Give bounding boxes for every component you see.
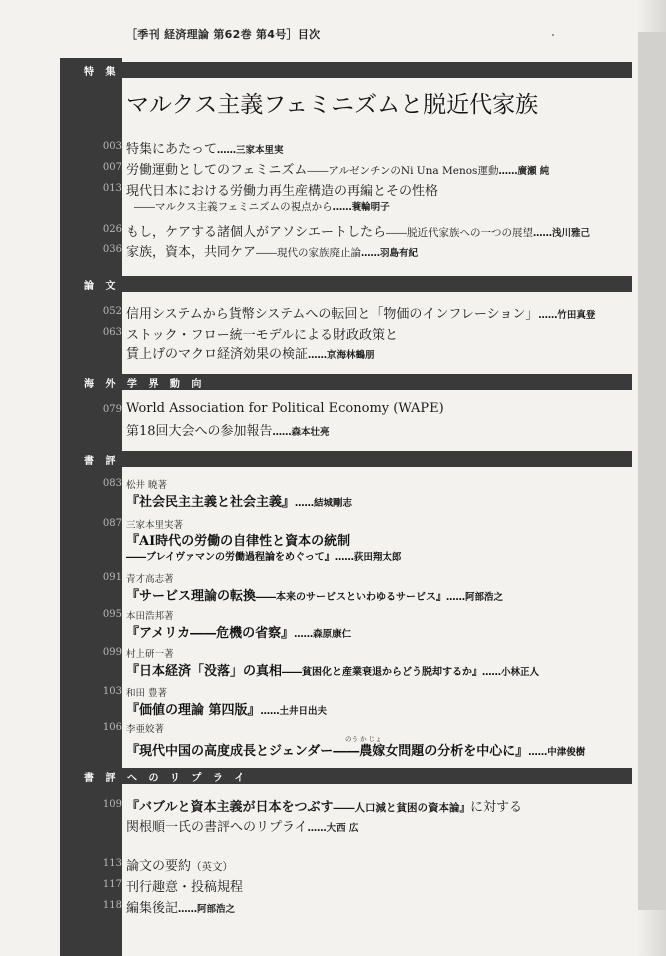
toc-entry[interactable]	[126, 180, 438, 199]
entry-title: 編集後記	[126, 901, 179, 916]
page-number: 106	[102, 722, 122, 733]
entry-author: ……京海林鶴朋	[308, 350, 375, 361]
page-number: 091	[102, 572, 122, 583]
toc-entry[interactable]	[126, 660, 539, 679]
toc-entry[interactable]	[126, 303, 595, 322]
toc-entry-line2	[134, 199, 390, 214]
right-margin-strip	[638, 32, 666, 910]
entry-author: ……蓑輪明子	[332, 202, 390, 213]
page-number: 117	[102, 879, 122, 890]
entry-title: World Association for Political Economy (WAPE)	[126, 401, 444, 416]
reviewed-author: 和田 豊著	[126, 688, 168, 699]
entry-author: ……阿部浩之	[178, 904, 236, 915]
section-label-feature: 特 集	[84, 67, 120, 78]
entry-author: ……竹田真登	[538, 310, 596, 321]
toc-entry[interactable]	[126, 159, 549, 178]
toc-entry[interactable]	[126, 241, 418, 260]
entry-title: 『サービス理論の転換	[126, 589, 257, 604]
page-number: 007	[102, 162, 122, 173]
entry-subtitle: ――本来のサービスといわゆるサービス』	[256, 592, 447, 603]
page-number: 087	[102, 518, 122, 529]
section-label-reply: 書 評 へ の リ プ ラ イ	[84, 773, 249, 784]
page-number: 109	[102, 799, 122, 810]
toc-entry[interactable]	[126, 796, 522, 815]
entry-title: 『社会民主主義と社会主義』	[126, 495, 296, 510]
toc-entry[interactable]	[126, 622, 351, 641]
page-number: 095	[102, 609, 122, 620]
reviewed-author: 三家本里実著	[126, 520, 184, 531]
entry-title: 信用システムから貨幣システムへの転回と「物価のインフレーション」	[126, 307, 539, 322]
entry-author: ……浅川雅己	[533, 228, 591, 239]
reviewed-author: 松井 暁著	[126, 480, 168, 491]
toc-entry-line2	[126, 548, 401, 564]
entry-subtitle: ――アルゼンチンのNi Una Menos運動	[307, 165, 499, 177]
entry-author: ……森本壮亮	[272, 427, 330, 438]
page-number: 003	[102, 141, 122, 152]
reviewed-author: 李亜姣著	[126, 724, 165, 735]
entry-subtitle: ――ブレイヴァマンの労働過程論をめぐって』	[126, 552, 335, 563]
journal-header: ［季刊 経済理論 第62巻 第4号］目次	[126, 28, 321, 41]
toc-entry[interactable]	[126, 491, 352, 510]
entry-title: 現代日本における労働力再生産構造の再編とその性格	[126, 184, 439, 199]
entry-title: 労働運動としてのフェミニズム	[126, 163, 308, 178]
entry-title: 刊行趣意・投稿規程	[126, 880, 244, 895]
toc-entry[interactable]	[126, 855, 233, 874]
entry-author: ……森原康仁	[294, 629, 352, 640]
entry-title: 『アメリカ――危機の省察』	[126, 626, 295, 641]
toc-entry[interactable]	[126, 699, 327, 718]
entry-subtitle: ――マルクス主義フェミニズムの視点から	[134, 201, 333, 213]
page-number: 079	[102, 404, 122, 415]
page-number: 118	[102, 900, 122, 911]
feature-title: マルクス主義フェミニズムと脱近代家族	[126, 92, 539, 118]
section-band-feature	[78, 62, 632, 78]
toc-entry[interactable]	[126, 530, 350, 549]
entry-title-line2: 賃上げのマクロ経済効果の検証	[126, 347, 309, 362]
toc-entry[interactable]	[126, 585, 503, 604]
entry-author: ……羽島有紀	[361, 248, 419, 259]
toc-entry-line2	[126, 420, 330, 439]
page-number: 083	[102, 478, 122, 489]
entry-subtitle: ――現代の家族廃止論	[256, 247, 362, 259]
toc-entry[interactable]	[126, 221, 590, 240]
reviewed-author: 村上研一著	[126, 649, 174, 660]
entry-title: 『日本経済「没落」の真相	[126, 664, 283, 679]
toc-entry-line2	[126, 816, 358, 835]
page-number: 036	[102, 244, 122, 255]
entry-subtitle: ――貧困化と産業衰退からどう脱却するか』	[282, 667, 483, 678]
ruby-reading: のう か じょ	[345, 735, 382, 743]
toc-entry[interactable]	[126, 876, 243, 895]
toc-entry-line2	[126, 343, 375, 362]
entry-title: 『AI時代の労働の自律性と資本の統制	[126, 534, 351, 549]
entry-author: ……阿部浩之	[446, 592, 504, 603]
entry-subtitle: ――脱近代家族への一つの展望	[386, 227, 534, 239]
entry-title: 『価値の理論 第四版』	[126, 703, 261, 718]
page-number: 103	[102, 686, 122, 697]
entry-title: もし，ケアする諸個人がアソシエートしたら	[126, 225, 387, 240]
toc-entry[interactable]	[126, 897, 235, 916]
reviewed-author: 本田浩邦著	[126, 611, 174, 622]
entry-subtitle: ――人口減と貧困の資本論』	[333, 802, 470, 814]
entry-author: ……小林正人	[482, 667, 540, 678]
entry-author: ……三家本里実	[217, 145, 284, 156]
page-number: 113	[102, 858, 122, 869]
entry-author: ……中津俊樹	[528, 747, 586, 758]
section-label-articles: 論 文	[84, 281, 120, 292]
page-number: 063	[102, 327, 122, 338]
entry-title: 論文の要約	[126, 859, 192, 874]
toc-entry[interactable]	[126, 740, 585, 759]
toc-entry[interactable]	[126, 138, 284, 157]
section-band-reply	[78, 768, 632, 784]
entry-title: 特集にあたって	[126, 142, 218, 157]
entry-title-line2: 関根順一氏の書評へのリプライ	[126, 820, 308, 835]
section-label-reviews: 書 評	[84, 456, 120, 467]
entry-title: 『バブルと資本主義が日本をつぶす	[126, 800, 334, 815]
entry-author: ……土井日出夫	[260, 706, 328, 717]
page-number: 026	[102, 224, 122, 235]
entry-author: ……廣瀬 純	[498, 166, 550, 177]
entry-title-suffix: に対する	[469, 800, 522, 815]
speck	[552, 34, 554, 36]
section-label-overseas: 海 外 学 界 動 向	[84, 379, 206, 390]
page-number: 052	[102, 306, 122, 317]
page-number: 099	[102, 647, 122, 658]
entry-author: ……荻田翔太郎	[334, 552, 402, 563]
entry-title-line2: 第18回大会への参加報告	[126, 424, 273, 439]
entry-author: ……結城剛志	[295, 498, 353, 509]
page-number: 013	[102, 183, 122, 194]
entry-title: ストック・フロー統一モデルによる財政政策と	[126, 328, 398, 343]
entry-author: ……大西 広	[307, 823, 359, 834]
section-band-articles	[78, 276, 632, 292]
entry-title: 家族，資本，共同ケア	[126, 245, 257, 260]
entry-title: 『現代中国の高度成長とジェンダー――農嫁女問題の分析を中心に』	[126, 744, 529, 759]
section-band-overseas	[78, 374, 632, 390]
reviewed-author: 青才高志著	[126, 574, 174, 585]
toc-entry[interactable]	[126, 401, 444, 416]
section-band-reviews	[78, 451, 632, 467]
toc-entry[interactable]	[126, 324, 398, 343]
entry-subtitle: （英文）	[191, 861, 234, 873]
